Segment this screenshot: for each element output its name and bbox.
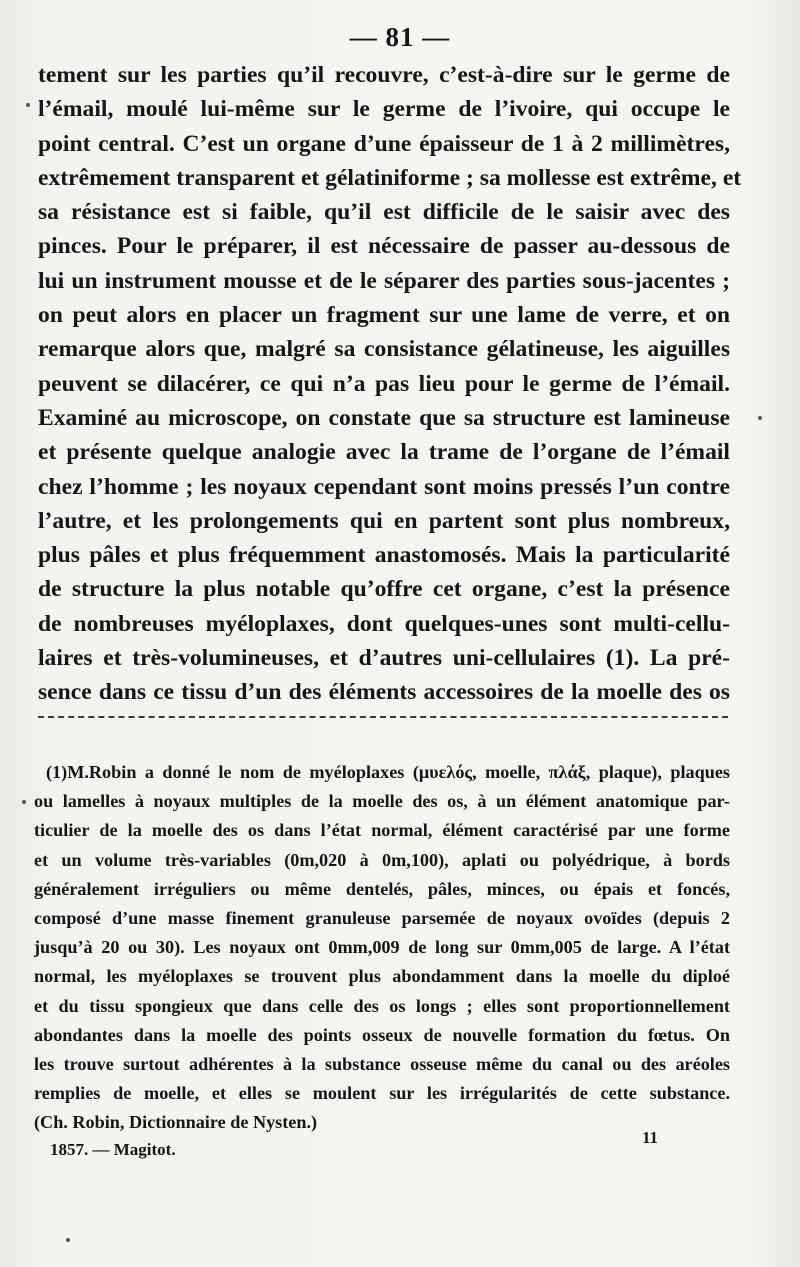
footnote-line: les trouve surtout adhérentes à la substance osseuse même du canal ou des aréoles: [34, 1054, 730, 1075]
body-line: sa résistance est si faible, qu’il est difficile de le saisir avec des: [38, 199, 730, 226]
body-line: sence dans ce tissu d’un des éléments accessoires de la moelle des os: [38, 679, 730, 706]
footnote-line: abondantes dans la moelle des points osseux de nouvelle formation du fœtus. On: [34, 1024, 730, 1045]
body-line: Examiné au microscope, on constate que sa structure est lamineuse: [38, 404, 730, 431]
scan-speck: [26, 103, 30, 107]
body-line: et présente quelque analogie avec la trame de l’organe de l’émail: [38, 439, 730, 466]
footnote-line: généralement irréguliers ou même dentelés, pâles, minces, ou épais et foncés,: [34, 878, 730, 899]
body-line: pinces. Pour le préparer, il est nécessaire de passer au-dessous de: [38, 233, 730, 260]
body-line: l’émail, moulé lui-même sur le germe de l’ivoire, qui occupe le: [38, 96, 730, 123]
sheet-number: 11: [642, 1128, 659, 1147]
body-line: on peut alors en placer un fragment sur une lame de verre, et on: [38, 302, 730, 329]
footnote-line: normal, les myéloplaxes se trouvent plus abondamment dans la moelle du diploé: [34, 966, 730, 987]
body-line: chez l’homme ; les noyaux cependant sont moins pressés l’un contre: [38, 473, 730, 500]
body-line: tement sur les parties qu’il recouvre, c’est-à-dire sur le germe de: [38, 62, 730, 88]
body-line: point central. C’est un organe d’une épaisseur de 1 à 2 millimètres,: [38, 130, 730, 157]
body-line: peuvent se dilacérer, ce qui n’a pas lieu pour le germe de l’émail.: [38, 370, 730, 397]
body-line: l’autre, et les prolongements qui en partent sont plus nombreux,: [38, 507, 730, 534]
footnote-line: et du tissu spongieux que dans celle des os longs ; elles sont proportionnellement: [34, 995, 730, 1016]
footnote-separator: [38, 716, 728, 718]
footnote-line: jusqu’à 20 ou 30). Les noyaux ont 0mm,009 de long sur 0mm,005 de large. A l’état: [34, 937, 730, 958]
footnote: [34, 758, 730, 1138]
body-line: remarque alors que, malgré sa consistance gélatineuse, les aiguilles: [38, 336, 730, 363]
footnote-line: et un volume très-variables (0m,020 à 0m,100), aplati ou polyédrique, à bords: [34, 849, 730, 870]
signature-mark: 1857. — Magitot.: [50, 1140, 176, 1159]
body-line: de structure la plus notable qu’offre cet organe, c’est la présence: [38, 576, 730, 603]
scan-speck: [66, 1238, 70, 1242]
body-line: plus pâles et plus fréquemment anastomosés. Mais la particularité: [38, 542, 730, 569]
body-line: lui un instrument mousse et de le séparer des parties sous-jacentes ;: [38, 267, 730, 294]
footnote-line: (1)M.Robin a donné le nom de myéloplaxes (μυελός, moelle, πλάξ, plaque), plaques: [46, 762, 730, 782]
footnote-line: (Ch. Robin, Dictionnaire de Nysten.): [34, 1112, 318, 1133]
footnote-line: composé d’une masse finement granuleuse parsemée de noyaux ovoïdes (depuis 2: [34, 908, 730, 929]
footnote-line: ou lamelles à noyaux multiples de la moelle des os, à un élément anatomique par-: [34, 791, 730, 812]
body-line: laires et très-volumineuses, et d’autres uni-cellulaires (1). La pré-: [38, 645, 730, 672]
footnote-line: remplies de moelle, et elles se moulent sur les irrégularités de cette substance.: [34, 1083, 730, 1104]
body-text: [38, 58, 742, 710]
scan-speck: [758, 416, 762, 420]
scan-speck: [22, 800, 26, 804]
footnote-line: ticulier de la moelle des os dans l’état normal, élément caractérisé par une forme: [34, 820, 730, 841]
page-number: — 81 —: [349, 22, 451, 52]
body-line: extrêmement transparent et gélatiniforme ; sa mollesse est extrême, et: [38, 164, 742, 191]
body-line: de nombreuses myéloplaxes, dont quelques-unes sont multi-cellu-: [38, 610, 730, 637]
